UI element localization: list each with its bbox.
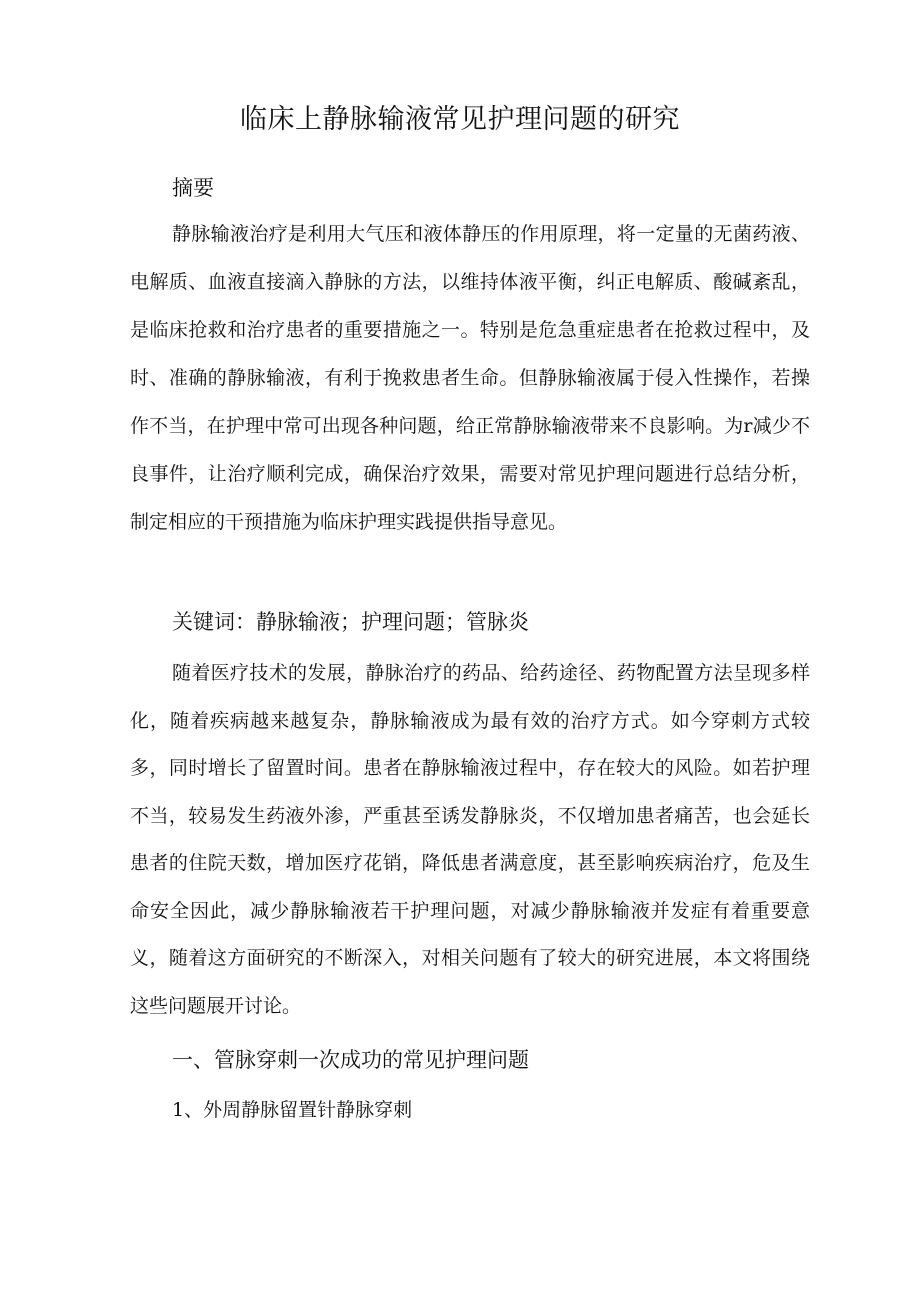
keywords-line: 关键词：静脉输液；护理问题；管脉炎 bbox=[172, 610, 529, 634]
abstract-heading: 摘要 bbox=[172, 176, 214, 200]
document-title: 临床上静脉输液常见护理问题的研究 bbox=[240, 104, 680, 135]
introduction-paragraph: 随着医疗技术的发展，静脉治疗的药品、给药途径、药物配置方法呈现多样化，随着疾病越来越复杂，静脉输液成为最有效的治疗方式。如今穿刺方式较多，同时增长了留置时间。患者在静脉输液过程中，存在较大的风险。如若护理不当，较易发生药液外渗，严重甚至诱发静脉炎，不仅增加患者痛苦，也会延长患者的住院天数，增加医疗花销，降低患者满意度，甚至影响疾病治疗，危及生命安全因此，减少静脉输液若干护理问题，对减少静脉输液并发症有着重要意义，随着这方面研究的不断深入，对相关问题有了较大的研究进展，本文将围绕这些问题展开讨论。 bbox=[130, 662, 810, 1017]
subsection-heading-1: 1、外周静脉留置针静脉穿刺 bbox=[172, 1099, 413, 1121]
section-heading-1: 一、管脉穿刺一次成功的常见护理问题 bbox=[172, 1048, 529, 1072]
abstract-paragraph: 静脉输液治疗是利用大气压和液体静压的作用原理，将一定量的无菌药液、电解质、血液直接滴入静脉的方法，以维持体液平衡，纠正电解质、酸碱紊乱，是临床抢救和治疗患者的重要措施之一。特别是危急重症患者在抢救过程中，及时、准确的静脉输液，有利于挽救患者生命。但静脉输液属于侵入性操作，若操作不当，在护理中常可出现各种问题，给正常静脉输液带来不良影响。为r减少不良事件，让治疗顺利完成，确保治疗效果，需要对常见护理问题进行总结分析，制定相应的干预措施为临床护理实践提供指导意见。 bbox=[130, 223, 810, 533]
